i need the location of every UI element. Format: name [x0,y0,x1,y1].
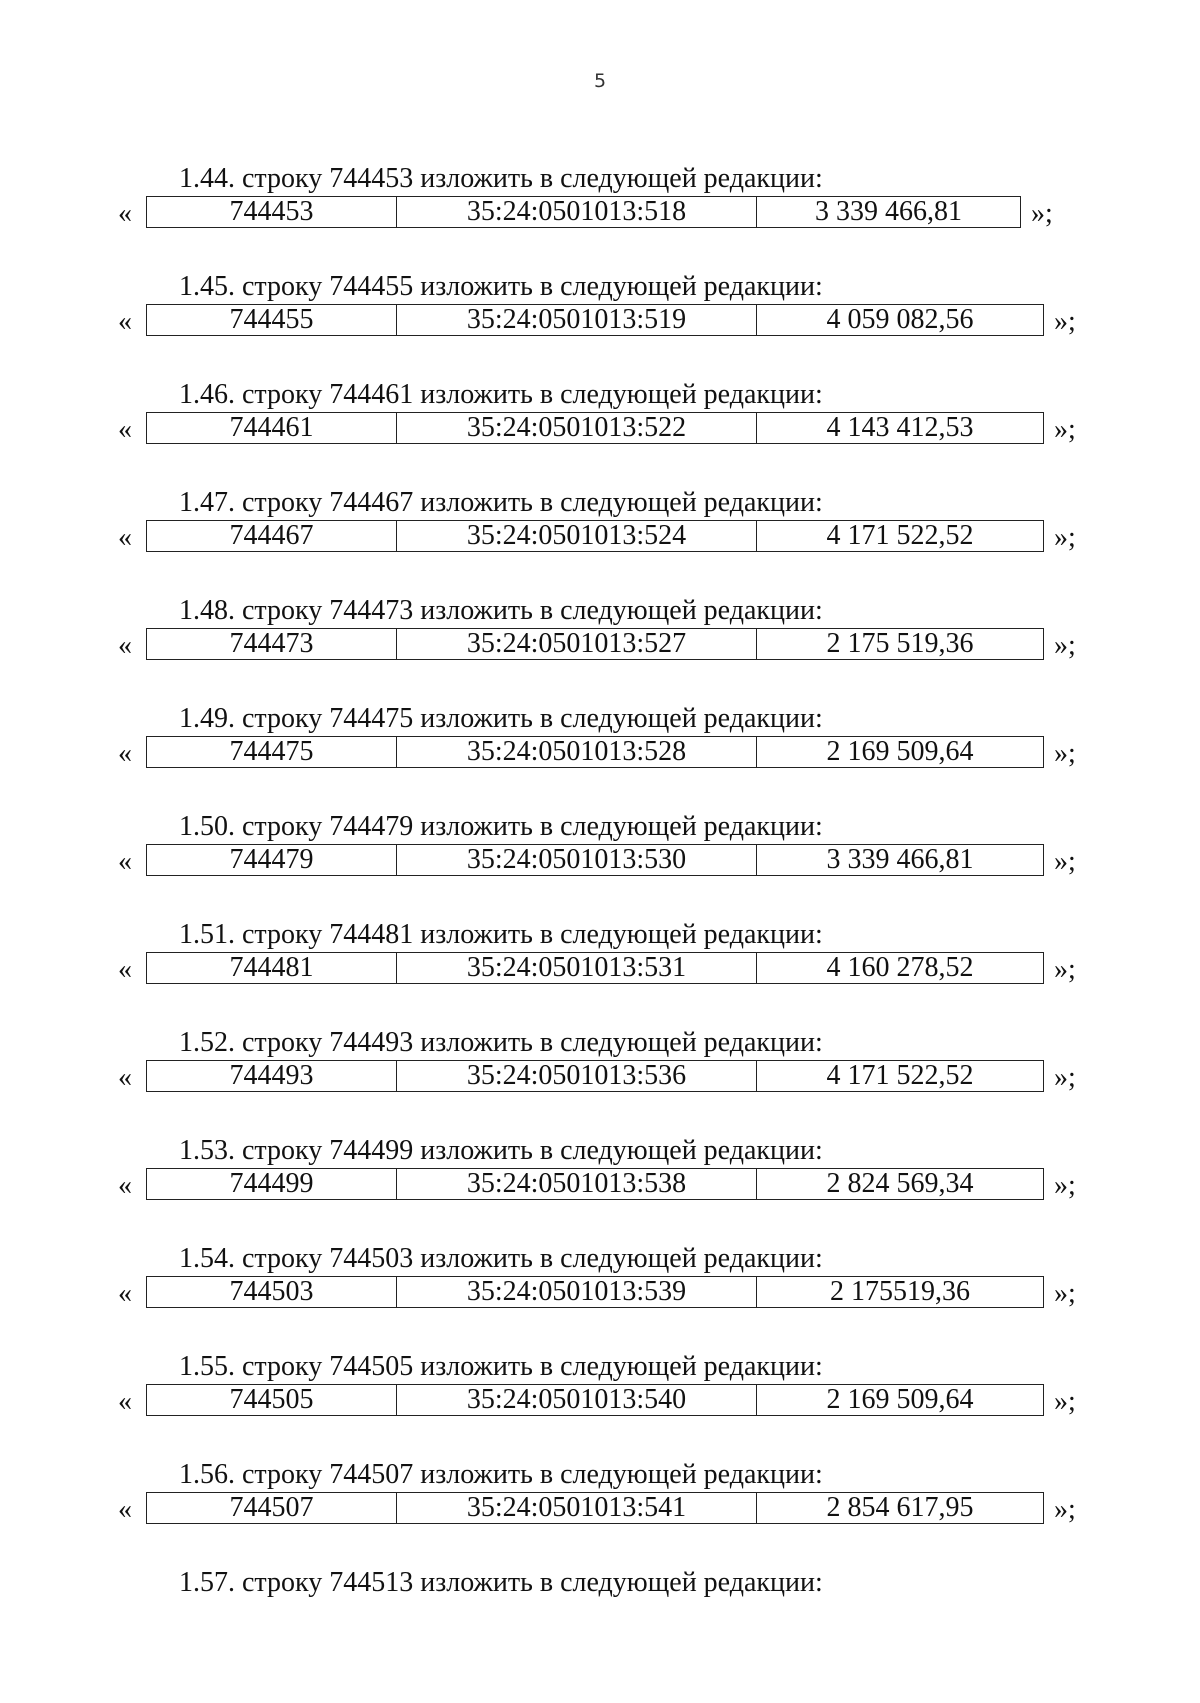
row-table [146,1492,1044,1524]
cadastral-number-cell: 35:24:0501013:518 [397,197,757,227]
row-table [146,412,1044,444]
amendment-row [118,1384,1098,1420]
cadastral-number-cell: 35:24:0501013:531 [397,953,757,983]
row-table [146,844,1044,876]
amendment-row [118,304,1098,340]
amendment-entry [0,1135,1200,1243]
cadastral-number-cell: 35:24:0501013:540 [397,1385,757,1415]
amendment-entry [0,271,1200,379]
cadastral-number-cell: 35:24:0501013:530 [397,845,757,875]
cadastral-number-cell: 35:24:0501013:527 [397,629,757,659]
amendment-heading: 1.45. строку 744455 изложить в следующей редакции: [179,271,823,302]
amendment-entry [0,1027,1200,1135]
code-cell: 744499 [147,1169,397,1199]
row-table [146,304,1044,336]
value-cell: 4 171 522,52 [826,521,974,551]
amendment-heading: 1.53. строку 744499 изложить в следующей редакции: [179,1135,823,1166]
quote-close: »; [1054,846,1076,877]
row-table [146,736,1044,768]
quote-open: « [118,1494,132,1525]
value-cell: 2 854 617,95 [826,1493,974,1523]
row-table [146,628,1044,660]
code-cell: 744473 [147,629,397,659]
quote-close: »; [1054,954,1076,985]
quote-close: »; [1054,522,1076,553]
amendment-entry [0,703,1200,811]
page-number: 5 [593,70,607,92]
amendment-heading: 1.55. строку 744505 изложить в следующей редакции: [179,1351,823,1382]
value-cell: 2 169 509,64 [826,737,974,767]
amendment-heading: 1.46. строку 744461 изложить в следующей редакции: [179,379,823,410]
amendment-row [118,844,1098,880]
amendment-row [118,196,1098,232]
amendment-row [118,736,1098,772]
quote-open: « [118,198,132,229]
quote-open: « [118,306,132,337]
quote-close: »; [1054,1494,1076,1525]
value-cell: 4 059 082,56 [826,305,974,335]
quote-open: « [118,1062,132,1093]
amendment-heading: 1.54. строку 744503 изложить в следующей редакции: [179,1243,823,1274]
quote-close: »; [1054,414,1076,445]
cadastral-number-cell: 35:24:0501013:522 [397,413,757,443]
quote-close: »; [1054,306,1076,337]
cadastral-number-cell: 35:24:0501013:541 [397,1493,757,1523]
amendment-entry [0,919,1200,1027]
code-cell: 744493 [147,1061,397,1091]
amendment-row [118,1168,1098,1204]
code-cell: 744507 [147,1493,397,1523]
amendment-entry [0,1459,1200,1567]
quote-close: »; [1054,1170,1076,1201]
amendment-list [0,163,1200,1567]
amendment-entry [0,1351,1200,1459]
row-table [146,1384,1044,1416]
row-table [146,1276,1044,1308]
amendment-entry [0,1243,1200,1351]
amendment-heading-final: 1.57. строку 744513 изложить в следующей редакции: [179,1567,823,1598]
code-cell: 744475 [147,737,397,767]
value-cell: 4 171 522,52 [826,1061,974,1091]
quote-open: « [118,1386,132,1417]
amendment-heading: 1.56. строку 744507 изложить в следующей редакции: [179,1459,823,1490]
code-cell: 744481 [147,953,397,983]
amendment-entry [0,163,1200,271]
quote-open: « [118,738,132,769]
quote-open: « [118,630,132,661]
row-table [146,520,1044,552]
value-cell: 2 175 519,36 [826,629,974,659]
quote-open: « [118,522,132,553]
quote-close: »; [1054,630,1076,661]
code-cell: 744461 [147,413,397,443]
quote-open: « [118,954,132,985]
amendment-row [118,1492,1098,1528]
amendment-row [118,412,1098,448]
cadastral-number-cell: 35:24:0501013:524 [397,521,757,551]
quote-open: « [118,1278,132,1309]
quote-close: »; [1054,1062,1076,1093]
quote-open: « [118,846,132,877]
row-table [146,196,1021,228]
value-cell: 3 339 466,81 [826,845,974,875]
code-cell: 744455 [147,305,397,335]
row-table [146,1060,1044,1092]
code-cell: 744479 [147,845,397,875]
cadastral-number-cell: 35:24:0501013:539 [397,1277,757,1307]
cadastral-number-cell: 35:24:0501013:519 [397,305,757,335]
amendment-heading: 1.51. строку 744481 изложить в следующей редакции: [179,919,823,950]
cadastral-number-cell: 35:24:0501013:528 [397,737,757,767]
value-cell: 2 824 569,34 [826,1169,974,1199]
amendment-entry [0,595,1200,703]
amendment-heading: 1.47. строку 744467 изложить в следующей редакции: [179,487,823,518]
amendment-entry [0,811,1200,919]
amendment-entry [0,379,1200,487]
row-table [146,952,1044,984]
value-cell: 2 169 509,64 [826,1385,974,1415]
amendment-heading: 1.49. строку 744475 изложить в следующей редакции: [179,703,823,734]
code-cell: 744467 [147,521,397,551]
amendment-heading: 1.50. строку 744479 изложить в следующей редакции: [179,811,823,842]
value-cell: 2 175519,36 [830,1277,970,1307]
cadastral-number-cell: 35:24:0501013:538 [397,1169,757,1199]
amendment-entry [0,487,1200,595]
code-cell: 744503 [147,1277,397,1307]
quote-open: « [118,414,132,445]
code-cell: 744453 [147,197,397,227]
cadastral-number-cell: 35:24:0501013:536 [397,1061,757,1091]
amendment-row [118,1276,1098,1312]
value-cell: 4 143 412,53 [826,413,974,443]
code-cell: 744505 [147,1385,397,1415]
quote-close: »; [1031,198,1053,229]
amendment-row [118,628,1098,664]
quote-close: »; [1054,738,1076,769]
amendment-heading: 1.48. строку 744473 изложить в следующей редакции: [179,595,823,626]
amendment-heading: 1.52. строку 744493 изложить в следующей редакции: [179,1027,823,1058]
value-cell: 3 339 466,81 [815,197,962,227]
amendment-row [118,952,1098,988]
row-table [146,1168,1044,1200]
quote-open: « [118,1170,132,1201]
value-cell: 4 160 278,52 [826,953,974,983]
amendment-row [118,1060,1098,1096]
amendment-row [118,520,1098,556]
quote-close: »; [1054,1386,1076,1417]
amendment-heading: 1.44. строку 744453 изложить в следующей редакции: [179,163,823,194]
quote-close: »; [1054,1278,1076,1309]
